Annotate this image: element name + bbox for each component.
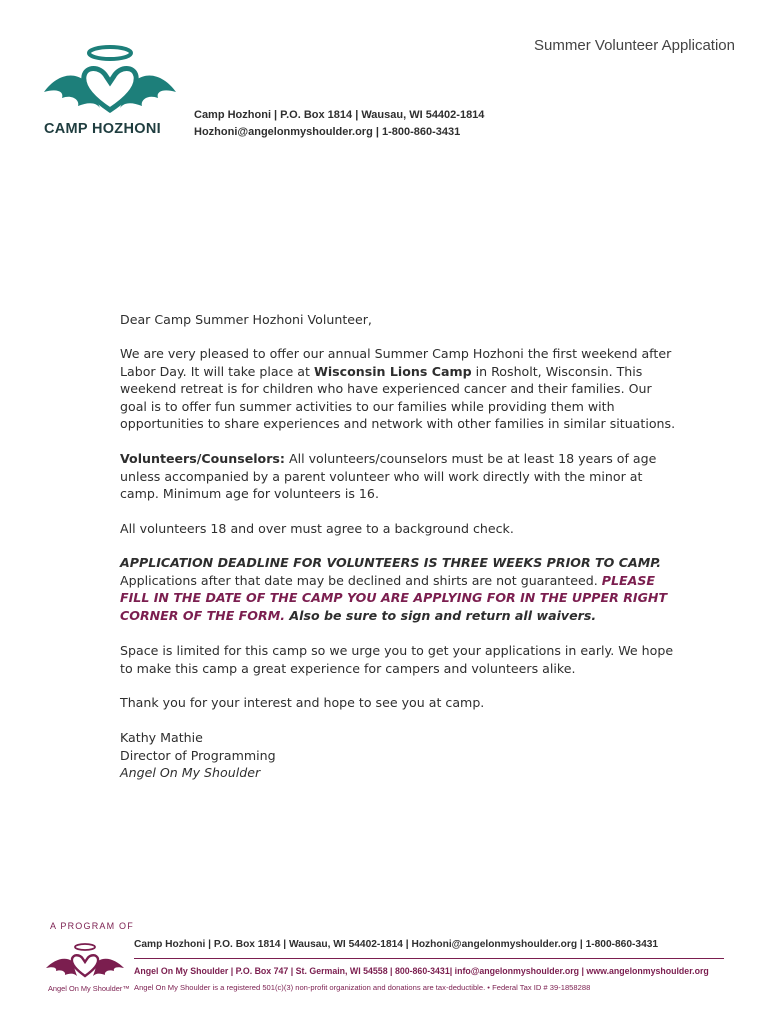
footer-camp-address: Camp Hozhoni | P.O. Box 1814 | Wausau, WI 54402-1814 | Hozhoni@angelonmyshoulder.org | 1-800-860-3431 [134,939,659,950]
paragraph-thanks: Thank you for your interest and hope to see you at camp. [120,695,485,710]
deadline-text: Applications after that date may be declined and shirts are not guaranteed. [120,572,602,588]
deadline-notice: APPLICATION DEADLINE FOR VOLUNTEERS IS THREE WEEKS PRIOR TO CAMP. [120,555,662,570]
paragraph-background-check: All volunteers 18 and over must agree to a background check. [120,521,514,536]
intro-text-b: in Rosholt, Wisconsin. This weekend retreat is for children who have experienced cancer and their families. Our goal is to offer fun summer activities to our families while providing them with opportunities to share experiences and network with other families in similar situations. [120,363,676,432]
signature-org: Angel On My Shoulder [120,765,261,781]
letter-salutation: Dear Camp Summer Hozhoni Volunteer, [120,312,372,327]
intro-text-a: We are very pleased to offer our annual Summer Camp Hozhoni the first weekend after Labor Day. It will take place at [120,346,672,379]
footer-nonprofit-notice: Angel On My Shoulder is a registered 501(c)(3) non-profit organization and donations are tax-deductible. • Federal Tax ID # 39-1858288 [134,983,591,992]
signature-name: Kathy Mathie [120,730,203,745]
paragraph-volunteers [120,450,680,503]
logo-text: CAMP HOZHONI [44,121,161,137]
signature-block [120,729,680,782]
fill-date-notice: PLEASE FILL IN THE DATE OF THE CAMP YOU ARE APPLYING FOR IN THE UPPER RIGHT CORNER OF THE FORM. [120,572,668,623]
footer-aoms-address: Angel On My Shoulder | P.O. Box 747 | St. Germain, WI 54558 | 800-860-3431| info@angelonmyshoulder.org | www.angelonmyshoulder.org [134,966,709,976]
header-address: Camp Hozhoni | P.O. Box 1814 | Wausau, WI 54402-1814 [194,109,485,121]
signature-title: Director of Programming [120,747,276,763]
angel-on-my-shoulder-logo [44,942,126,982]
volunteers-heading: Volunteers/Counselors: [120,451,285,466]
document-title: Summer Volunteer Application [534,37,735,54]
footer-program-label: A PROGRAM OF [50,921,134,931]
header-contact: Hozhoni@angelonmyshoulder.org | 1-800-860-3431 [194,126,461,138]
footer-divider [134,958,724,959]
paragraph-space-limited: Space is limited for this camp so we urge you to get your applications in early. We hope to make this camp a great experience for campers and volunteers alike. [120,643,674,676]
paragraph-deadline [120,554,680,624]
sign-waivers-notice: Also be sure to sign and return all waivers. [285,607,597,623]
footer-logo-text: Angel On My Shoulder™ [48,984,130,993]
paragraph-intro [120,345,680,433]
camp-location: Wisconsin Lions Camp [313,363,472,379]
volunteers-text: All volunteers/counselors must be at least 18 years of age unless accompanied by a parent volunteer who will work directly with the minor at camp. Minimum age for volunteers is 16. [120,451,657,502]
